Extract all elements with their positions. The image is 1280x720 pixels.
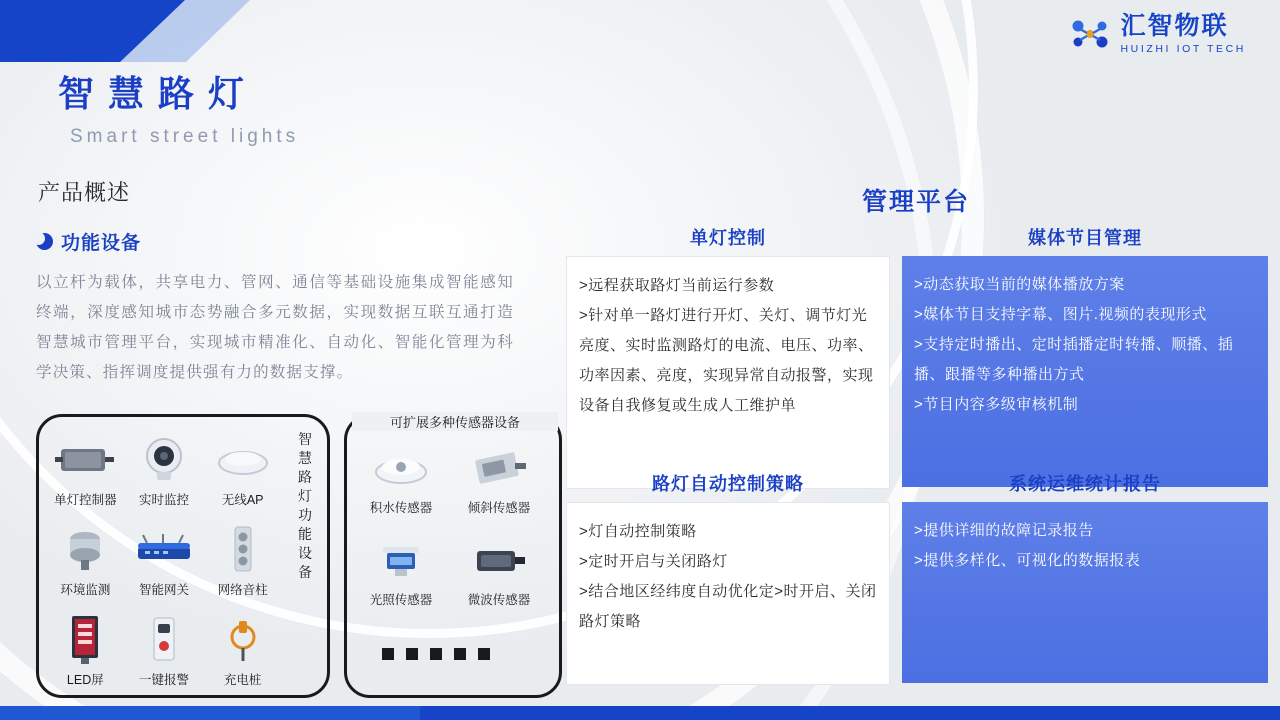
device-item xyxy=(352,524,450,608)
card-item: >远程获取路灯当前运行参数 xyxy=(579,277,775,294)
device-label: 实时监控 xyxy=(138,493,189,507)
platform-title: 管理平台 xyxy=(861,188,970,216)
device-label: 无线AP xyxy=(221,493,264,507)
card-body xyxy=(566,256,890,489)
device-label: LED屏 xyxy=(66,673,104,687)
card-item: >节目内容多级审核机制 xyxy=(914,396,1079,413)
speaker-icon xyxy=(229,523,257,577)
dot xyxy=(454,648,466,660)
led-screen-icon xyxy=(68,613,102,667)
sensor-panel-title: 可扩展多种传感器设备 xyxy=(352,412,558,431)
section-title-overview: 产品概述 xyxy=(38,180,131,205)
device-item xyxy=(203,514,282,598)
card-item: >支持定时播出、定时插播定时转播、顺播、插播、跟播等多种播出方式 xyxy=(914,336,1234,383)
card-item: >动态获取当前的媒体播放方案 xyxy=(914,276,1125,293)
page-title-cn: 智慧路灯 xyxy=(58,73,259,114)
device-grid-main xyxy=(46,424,282,688)
card-body xyxy=(902,502,1268,683)
dot xyxy=(478,648,490,660)
card-title: 路灯自动控制策略 xyxy=(652,474,804,494)
water-sensor-icon xyxy=(371,441,431,495)
device-item xyxy=(450,524,548,608)
charging-pile-icon xyxy=(226,613,260,667)
card-body xyxy=(566,502,890,685)
device-item xyxy=(46,424,125,508)
device-label: 网络音柱 xyxy=(217,583,268,597)
device-grid-sensors xyxy=(352,432,548,608)
page-title-en: Smart street lights xyxy=(70,126,300,147)
card-item: >结合地区经纬度自动优化定>时开启、关闭路灯策略 xyxy=(579,583,877,630)
card-item: >定时开启与关闭路灯 xyxy=(579,553,728,570)
bottom-bar-accent xyxy=(0,706,420,720)
device-item xyxy=(450,432,548,516)
device-item xyxy=(125,424,204,508)
dot xyxy=(382,648,394,660)
device-item xyxy=(203,604,282,688)
microwave-sensor-icon xyxy=(469,533,529,587)
subsection-label: 功能设备 xyxy=(61,233,142,254)
device-item xyxy=(125,604,204,688)
alarm-button-icon xyxy=(147,613,181,667)
controller-icon xyxy=(55,433,115,487)
card-item: >媒体节目支持字幕、图片.视频的表现形式 xyxy=(914,306,1207,323)
environment-sensor-icon xyxy=(60,523,110,577)
wifi-ap-icon xyxy=(214,433,272,487)
device-label: 倾斜传感器 xyxy=(467,501,531,515)
device-item xyxy=(46,604,125,688)
device-label: 微波传感器 xyxy=(467,593,531,607)
device-item xyxy=(46,514,125,598)
card-title: 媒体节目管理 xyxy=(1028,228,1142,248)
logo-name-cn: 汇智物联 xyxy=(1120,12,1229,40)
card-media-program-management xyxy=(902,224,1268,487)
light-sensor-icon xyxy=(371,533,431,587)
card-auto-control-strategy xyxy=(566,470,890,685)
device-item xyxy=(125,514,204,598)
card-item: >提供详细的故障记录报告 xyxy=(914,522,1094,539)
device-label: 单灯控制器 xyxy=(54,493,117,507)
card-title: 单灯控制 xyxy=(690,228,766,248)
camera-icon xyxy=(137,433,191,487)
card-item: >针对单一路灯进行开灯、关灯、调节灯光亮度、实时监测路灯的电流、电压、功率、功率因素、亮度，实现异常自动报警，实现设备自我修复或生成人工维护单 xyxy=(579,307,874,414)
card-ops-statistics-report xyxy=(902,470,1268,683)
dot xyxy=(406,648,418,660)
device-label: 智能网关 xyxy=(138,583,189,597)
device-label: 光照传感器 xyxy=(369,593,433,607)
overview-paragraph: 以立杆为载体，共享电力、管网、通信等基础设施集成智能感知终端，深度感知城市态势融合多元数据，实现数据互联互通打造智慧城市管理平台，实现城市精准化、自动化、智能化管理为科学决策、指挥调度提供强有力的数据支撑。 xyxy=(36,274,514,381)
card-item: >提供多样化、可视化的数据报表 xyxy=(914,552,1141,569)
panel-vertical-label: 智慧路灯功能设备 xyxy=(298,431,312,580)
device-label: 一键报警 xyxy=(138,673,189,687)
device-item xyxy=(352,432,450,516)
device-label: 积水传感器 xyxy=(369,501,433,515)
logo-name-en: HUIZHI IOT TECH xyxy=(1120,43,1246,55)
card-item: >灯自动控制策略 xyxy=(579,523,697,540)
tilt-sensor-icon xyxy=(469,441,529,495)
sensor-panel-dots xyxy=(382,648,490,660)
device-item xyxy=(203,424,282,508)
device-label: 充电桩 xyxy=(223,673,262,687)
card-single-lamp-control xyxy=(566,224,890,489)
brand-logo xyxy=(1069,14,1246,55)
card-body xyxy=(902,256,1268,487)
subsection-functional-devices xyxy=(36,228,141,255)
device-label: 环境监测 xyxy=(60,583,111,597)
card-title: 系统运维统计报告 xyxy=(1009,474,1161,494)
gateway-icon xyxy=(133,523,195,577)
moon-icon xyxy=(36,233,53,250)
dot xyxy=(430,648,442,660)
logo-mark-icon xyxy=(1069,14,1111,54)
